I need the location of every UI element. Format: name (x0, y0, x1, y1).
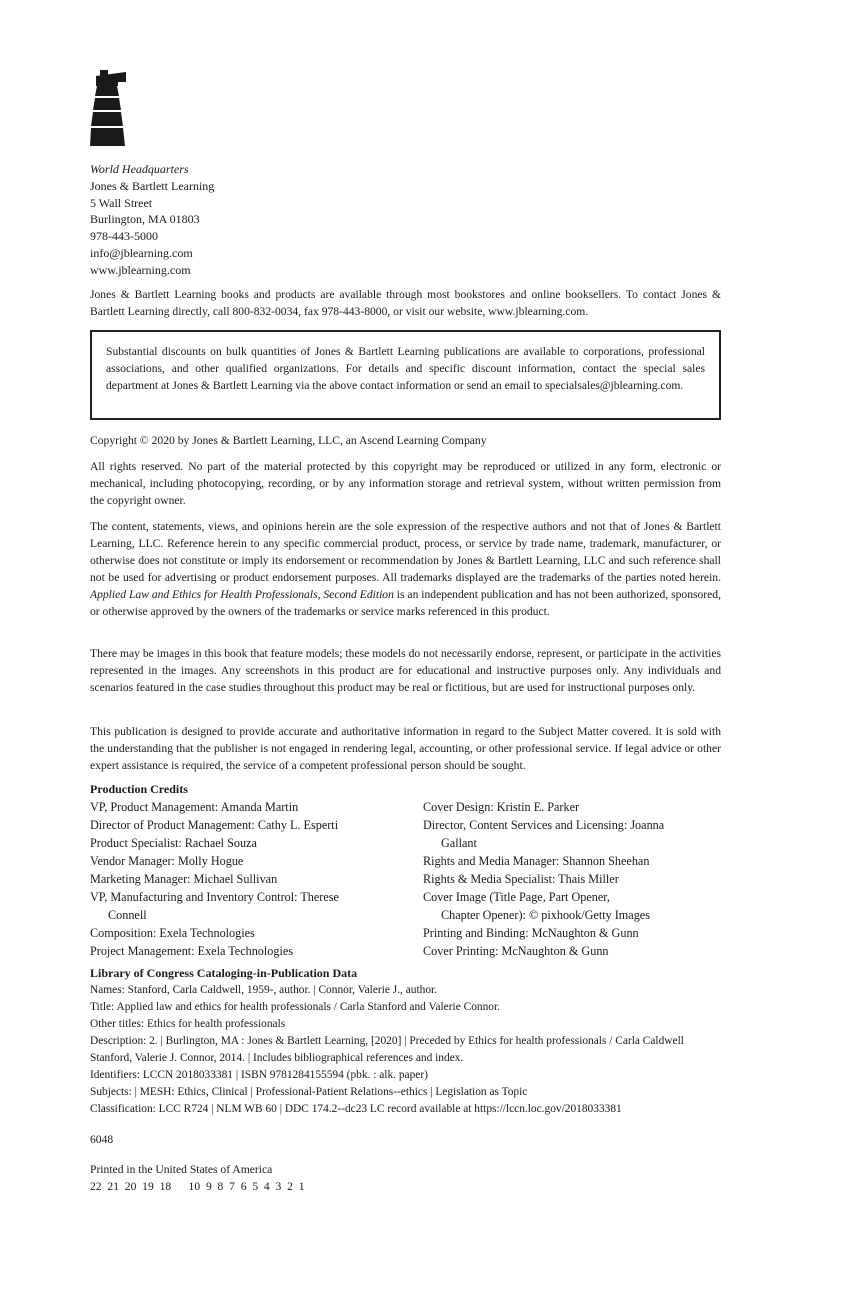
cip-line: Identifiers: LCCN 2018033381 | ISBN 9781284155594 (pbk. : alk. paper) (90, 1069, 428, 1081)
cip-line: Classification: LCC R724 | NLM WB 60 | DDC 174.2--dc23 LC record available at https://lccn.loc.gov/2018033381 (90, 1103, 622, 1115)
credit-entry: Project Management: Exela Technologies (90, 944, 293, 958)
images-paragraph: There may be images in this book that feature models; these models do not necessarily endorse, represent, or participate in the activities represented in the images. Any screenshots in this product are for educational and instructive purposes only. Any individuals and scenarios featured in the case studies throughout this product may be real or fictitious, but are used for instructional purposes only. (90, 647, 721, 694)
hq-label: World Headquarters (90, 162, 189, 176)
availability-paragraph: Jones & Bartlett Learning books and products are available through most bookstores and online booksellers. To contact Jones & Bartlett Learning directly, call 800-832-0034, fax 978-443-8000, or visit our website, www.jblearning.com. (90, 288, 721, 318)
credit-entry: Marketing Manager: Michael Sullivan (90, 872, 278, 886)
copyright-line: Copyright © 2020 by Jones & Bartlett Learning, LLC, an Ascend Learning Company (90, 434, 487, 447)
credit-entry: Printing and Binding: McNaughton & Gunn (423, 926, 639, 940)
discount-box: Substantial discounts on bulk quantities of Jones & Bartlett Learning publications are available to corporations, professional associations, and other qualified organizations. For details and specific discount information, contact the special sales department at Jones & Bartlett Learning via the above contact information or send an email to specialsales@jblearning.com. (90, 330, 721, 420)
hq-phone: 978-443-5000 (90, 229, 158, 244)
headquarters-address (90, 161, 214, 279)
credit-entry: Director, Content Services and Licensing: Joanna Gallant (423, 818, 665, 850)
credit-entry: Composition: Exela Technologies (90, 926, 255, 940)
cip-line: Title: Applied law and ethics for health professionals / Carla Stanford and Valerie Connor. (90, 1001, 500, 1013)
printed-in: Printed in the United States of America (90, 1163, 273, 1176)
credit-entry: VP, Product Management: Amanda Martin (90, 800, 299, 814)
credit-entry: Director of Product Management: Cathy L. Esperti (90, 818, 339, 832)
cip-line: Subjects: | MESH: Ethics, Clinical | Professional-Patient Relations--ethics | Legislation as Topic (90, 1086, 528, 1098)
cip-line: Other titles: Ethics for health professionals (90, 1018, 286, 1030)
cip-data (90, 965, 721, 1118)
content-paragraph (90, 518, 721, 620)
content-before: The content, statements, views, and opinions herein are the sole expression of the respective authors and not that of Jones & Bartlett Learning, LLC. Reference herein to any specific commercial product, process, or service by trade name, trademark, manufacturer, or otherwise does not constitute or imply its endorsement or recommendation by Jones & Bartlett Learning, LLC and such reference shall not be used for advertising or product endorsement purposes. All trademarks displayed are the trademarks of the parties noted herein. (90, 520, 721, 584)
lighthouse-logo-icon (90, 70, 126, 146)
publication-paragraph: This publication is designed to provide accurate and authoritative information in regard to the Subject Matter covered. It is sold with the understanding that the publisher is not engaged in rendering legal, accounting, or other professional service. If legal advice or other expert assistance is required, the service of a competent professional person should be sought. (90, 725, 721, 772)
book-title: Applied Law and Ethics for Health Professionals, Second Edition (90, 588, 394, 601)
content-after: is an independent publication and has not been authorized, sponsored, or otherwise approved by the owners of the trademarks or service marks referenced in this product. (90, 588, 722, 618)
production-credits-title: Production Credits (90, 782, 188, 796)
credit-entry: Cover Image (Title Page, Part Opener, Chapter Opener): © pixhook/Getty Images (423, 890, 650, 922)
credit-entry: Product Specialist: Rachael Souza (90, 836, 257, 850)
hq-city: Burlington, MA 01803 (90, 212, 200, 227)
credits-left-column (90, 798, 339, 960)
credit-entry: Cover Design: Kristin E. Parker (423, 800, 580, 814)
credit-entry: Cover Printing: McNaughton & Gunn (423, 944, 609, 958)
credit-entry: Rights & Media Specialist: Thais Miller (423, 872, 619, 886)
print-line: 22 21 20 19 18 10 9 8 7 6 5 4 3 2 1 (90, 1180, 305, 1193)
rights-paragraph: All rights reserved. No part of the material protected by this copyright may be reproduced or utilized in any form, electronic or mechanical, including photocopying, recording, or by any information storage and retrieval system, without written permission from the copyright owner. (90, 460, 721, 507)
credit-entry: VP, Manufacturing and Inventory Control: Therese Connell (90, 890, 339, 922)
hq-company: Jones & Bartlett Learning (90, 178, 215, 193)
hq-street: 5 Wall Street (90, 195, 153, 210)
credit-entry: Vendor Manager: Molly Hogue (90, 854, 244, 868)
code-number: 6048 (90, 1133, 114, 1146)
cip-title: Library of Congress Cataloging-in-Publication Data (90, 966, 358, 980)
credit-entry: Rights and Media Manager: Shannon Sheehan (423, 854, 650, 868)
cip-line: Names: Stanford, Carla Caldwell, 1959-, author. | Connor, Valerie J., author. (90, 984, 438, 996)
hq-email: info@jblearning.com (90, 245, 193, 260)
credits-right-column (423, 798, 664, 960)
hq-web: www.jblearning.com (90, 262, 191, 277)
cip-line: Description: 2. | Burlington, MA : Jones & Bartlett Learning, [2020] | Preceded by Ethics for health professionals / Carla Caldwell Stanford, Valerie J. Connor, 2014. | Includes bibliographical references and index. (90, 1035, 684, 1064)
